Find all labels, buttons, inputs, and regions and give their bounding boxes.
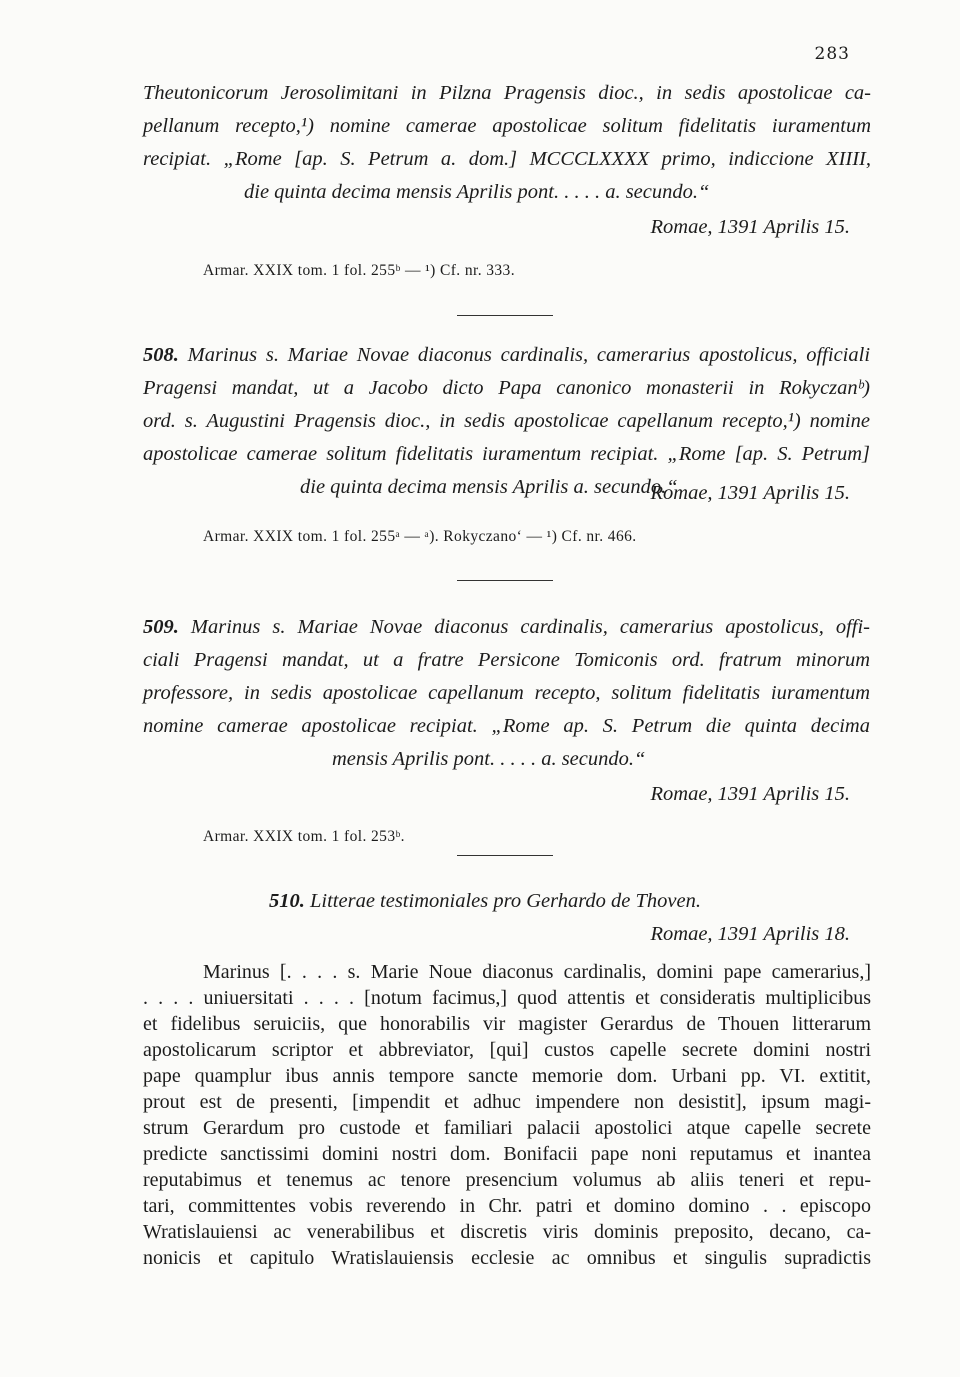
entry-510-body-line-4: apostolicarum scriptor et abbreviator, [qui] custos capelle secrete domini nostri — [143, 1039, 871, 1061]
entry-509-line-1 — [143, 616, 870, 639]
entry-510-body-line-1: Marinus [. . . . s. Marie Noue diaconus cardinalis, domini pape camerarius,] — [203, 961, 871, 983]
entry-508-text-1: Marinus s. Mariae Novae diaconus cardinalis, camerarius apostolicus, officiali — [187, 344, 871, 366]
entry-510-date: Romae, 1391 Aprilis 18. — [650, 923, 850, 945]
entry-508-source: Armar. XXIX tom. 1 fol. 255ᵃ — ᵃ). Rokyczano‘ — ¹) Cf. nr. 466. — [203, 528, 637, 545]
entry-510-body-line-8: predicte sanctissimi domini nostri dom. Bonifacii pape noni reputamus et inantea — [143, 1143, 871, 1165]
entry-510-body-line-12: nonicis et capitulo Wratislauiensis ecclesie ac omnibus et singulis supradictis — [143, 1247, 871, 1269]
intro-line-2: pellanum recepto,¹) nomine camerae apostolicae solitum fidelitatis iuramentum — [143, 115, 871, 137]
entry-508-line-3: ord. s. Augustini Pragensis dioc., in sedis apostolicae capellanum recepto,¹) nomine — [143, 410, 870, 432]
entry-510-number: 510. — [269, 890, 305, 912]
entry-508-date: Romae, 1391 Aprilis 15. — [650, 482, 850, 504]
page-number: 283 — [814, 44, 850, 64]
entry-510-body-line-6: prout est de presenti, [impendit et adhuc impendere non desistit], ipsum magi- — [143, 1091, 871, 1113]
entry-509-last-line: mensis Aprilis pont. . . . . a. secundo.“ — [332, 748, 646, 770]
divider — [457, 315, 553, 316]
entry-509-number: 509. — [143, 616, 179, 638]
intro-line-3: recipiat. „Rome [ap. S. Petrum a. dom.] MCCCLXXXX primo, indiccione XIIII, — [143, 148, 871, 170]
intro-source: Armar. XXIX tom. 1 fol. 255ᵇ — ¹) Cf. nr. 333. — [203, 262, 515, 279]
divider — [457, 855, 553, 856]
entry-508-last-line: die quinta decima mensis Aprilis a. secundo.“ — [300, 476, 678, 498]
entry-510-body-line-10: tari, committentes vobis reverendo in Chr. patri et domino domino . . episcopo — [143, 1195, 871, 1217]
entry-508-line-1 — [143, 344, 870, 367]
entry-510-body-line-3: et fidelibus seruiciis, que honorabilis vir magister Gerardus de Thouen litterarum — [143, 1013, 871, 1035]
entry-510-body-line-7: strum Gerardum pro custode et familiari palacii apostolici atque capelle secrete — [143, 1117, 871, 1139]
entry-508-line-2: Pragensi mandat, ut a Jacobo dicto Papa canonico monasterii in Rokyczanᵇ) — [143, 377, 870, 399]
entry-509-text-1: Marinus s. Mariae Novae diaconus cardinalis, camerarius apostolicus, offi- — [190, 616, 871, 638]
entry-509-date: Romae, 1391 Aprilis 15. — [650, 783, 850, 805]
intro-date: Romae, 1391 Aprilis 15. — [650, 216, 850, 238]
entry-510-body-line-2: . . . . uniuersitati . . . . [notum facimus,] quod attentis et consideratis multiplicibus — [143, 987, 871, 1009]
entry-510-heading — [269, 890, 701, 913]
entry-508-number: 508. — [143, 344, 179, 366]
entry-509-line-3: professore, in sedis apostolicae capellanum recepto, solitum fidelitatis iuramentum — [143, 682, 870, 704]
entry-509-source: Armar. XXIX tom. 1 fol. 253ᵇ. — [203, 828, 405, 845]
entry-510-body-line-5: pape quamplur ibus annis tempore sancte memorie dom. Urbani pp. VI. extitit, — [143, 1065, 871, 1087]
intro-last-line: die quinta decima mensis Aprilis pont. . . . . a. secundo.“ — [244, 181, 710, 203]
entry-509-line-4: nomine camerae apostolicae recipiat. „Rome ap. S. Petrum die quinta decima — [143, 715, 870, 737]
entry-510-body-line-9: reputabimus et tenemus ac tenore presencium volumus ab aliis teneri et repu- — [143, 1169, 871, 1191]
intro-line-1: Theutonicorum Jerosolimitani in Pilzna Pragensis dioc., in sedis apostolicae ca- — [143, 82, 871, 104]
entry-508-line-4: apostolicae camerae solitum fidelitatis iuramentum recipiat. „Rome [ap. S. Petrum] — [143, 443, 870, 465]
entry-510-title: Litterae testimoniales pro Gerhardo de Thoven. — [310, 890, 701, 912]
divider — [457, 580, 553, 581]
entry-510-body-line-11: Wratislauiensi ac venerabilibus et discretis viris dominis preposito, decano, ca- — [143, 1221, 871, 1243]
entry-509-line-2: ciali Pragensi mandat, ut a fratre Persicone Tomiconis ord. fratrum minorum — [143, 649, 870, 671]
